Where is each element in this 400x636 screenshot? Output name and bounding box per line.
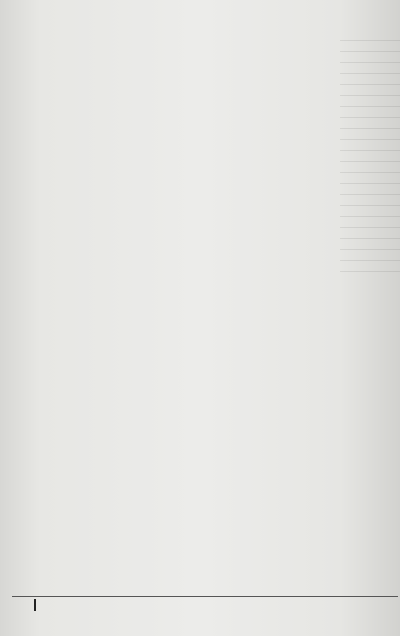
footer-rule: [12, 596, 398, 597]
appendix-heading: [12, 35, 398, 49]
table-of-contents: [12, 32, 398, 50]
page-footer: [12, 598, 392, 614]
footer-separator: [34, 599, 36, 611]
bleed-through-text: [340, 40, 400, 280]
